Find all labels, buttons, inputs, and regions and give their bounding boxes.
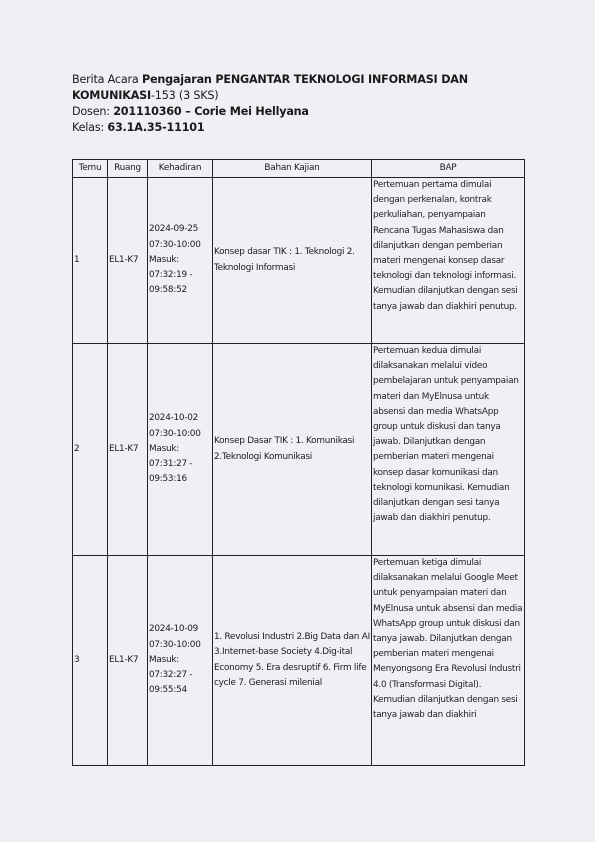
cell-kehadiran xyxy=(148,178,213,344)
cell-bap: Pertemuan kedua dimulai dilaksanakan melalui video pembelajaran untuk penyampaian materi dan MyElnusa untuk absensi dan media WhatsApp group untuk diskusi dan tanya jawab. Dilanjutkan dengan pemberian materi mengenai konsep dasar komunikasi dan teknologi komunikasi. Kemudian dilanjutkan dengan sesi tanya jawab dan diakhiri penutup. xyxy=(372,344,525,556)
table-row xyxy=(73,344,525,556)
cell-bahan-kajian: 1. Revolusi Industri 2.Big Data dan AI 3.Internet-base Society 4.Dig-ital Economy 5. Era desruptif 6. Firm life cycle 7. Generasi milenial xyxy=(213,556,372,766)
cell-temu: 1 xyxy=(73,178,108,344)
kelas-value: 63.1A.35-11101 xyxy=(107,121,205,134)
dosen-line xyxy=(72,104,532,120)
cell-bap: Pertemuan ketiga dimulai dilaksanakan melalui Google Meet untuk penyampaian materi dan MyElnusa untuk absensi dan media WhatsApp group untuk diskusi dan tanya jawab. Dilanjutkan dengan pemberian materi mengenai Menyongsong Era Revolusi Industri 4.0 (Transformasi Digital). Kemudian dilanjutkan dengan sesi tanya jawab dan diakhiri xyxy=(372,556,525,766)
column-header-temu: Temu xyxy=(73,160,108,178)
dosen-label: Dosen: xyxy=(72,105,114,118)
table-row xyxy=(73,178,525,344)
cell-ruang: EL1-K7 xyxy=(108,178,148,344)
kehadiran-text: 2024-10-09 07:30-10:00 Masuk: 07:32:27 - 09:55:54 xyxy=(149,624,201,696)
course-title: Pengajaran PENGANTAR TEKNOLOGI INFORMASI DAN xyxy=(141,73,468,86)
kehadiran-text: 2024-10-02 07:30-10:00 Masuk: 07:31:27 - 09:53:16 xyxy=(149,413,201,485)
kelas-line xyxy=(72,120,532,136)
cell-ruang: EL1-K7 xyxy=(108,556,148,766)
cell-ruang: EL1-K7 xyxy=(108,344,148,556)
column-header-bahan-kajian: Bahan Kajian xyxy=(213,160,372,178)
title-line-1 xyxy=(72,72,532,88)
cell-temu: 3 xyxy=(73,556,108,766)
attendance-table xyxy=(72,159,525,766)
column-header-ruang: Ruang xyxy=(108,160,148,178)
cell-kehadiran xyxy=(148,556,213,766)
cell-bahan-kajian: Konsep Dasar TIK : 1. Komunikasi 2.Teknologi Komunikasi xyxy=(213,344,372,556)
table-row xyxy=(73,556,525,766)
document-header xyxy=(72,72,532,136)
title-line-2 xyxy=(72,88,532,104)
column-header-kehadiran: Kehadiran xyxy=(148,160,213,178)
kelas-label: Kelas: xyxy=(72,121,108,134)
column-header-bap: BAP xyxy=(372,160,525,178)
table-header-row xyxy=(73,160,525,178)
dosen-value: 201110360 – Corie Mei Hellyana xyxy=(113,105,309,118)
kehadiran-text: 2024-09-25 07:30-10:00 Masuk: 07:32:19 - 09:58:52 xyxy=(149,224,201,296)
course-title-cont: KOMUNIKASI xyxy=(72,89,151,102)
cell-bahan-kajian: Konsep dasar TIK : 1. Teknologi 2. Teknologi Informasi xyxy=(213,178,372,344)
cell-temu: 2 xyxy=(73,344,108,556)
cell-bap: Pertemuan pertama dimulai dengan perkenalan, kontrak perkuliahan, penyampaian Rencana Tugas Mahasiswa dan dilanjutkan dengan pemberian materi mengenai konsep dasar teknologi dan teknologi informasi. Kemudian dilanjutkan dengan sesi tanya jawab dan diakhiri penutup. xyxy=(372,178,525,344)
cell-kehadiran xyxy=(148,344,213,556)
course-code: -153 (3 SKS) xyxy=(150,89,219,102)
title-prefix: Berita Acara xyxy=(72,73,142,86)
